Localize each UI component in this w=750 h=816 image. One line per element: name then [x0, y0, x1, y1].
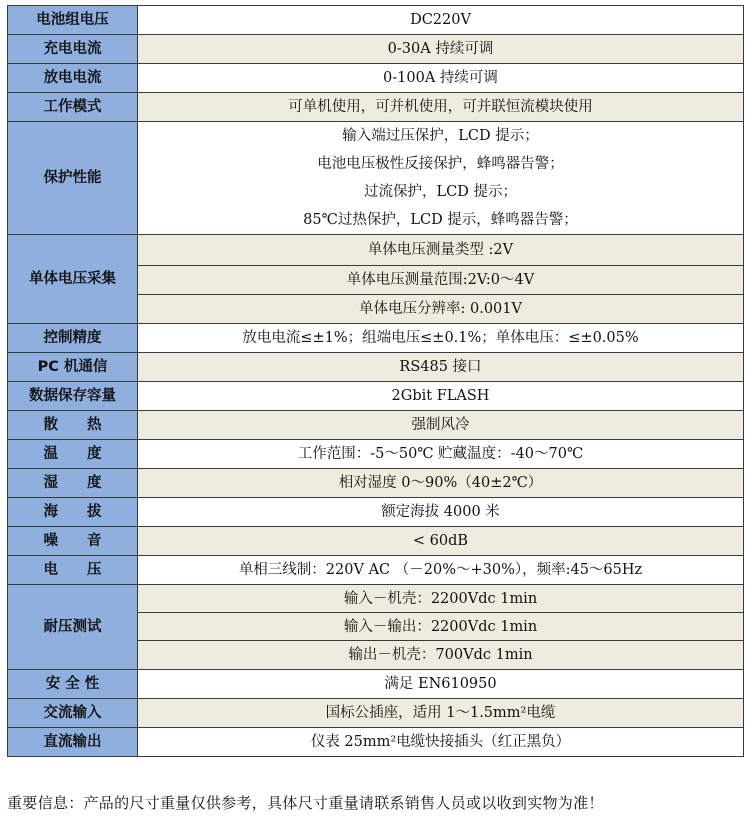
- spec-value: [138, 411, 744, 440]
- spec-label: 直流输出: [8, 728, 138, 757]
- spec-label: 电池组电压: [8, 6, 138, 35]
- spec-row: [8, 670, 744, 699]
- spec-row: [8, 324, 744, 353]
- spec-value: [138, 498, 744, 527]
- spec-value: [138, 122, 744, 235]
- spec-row: [8, 585, 744, 613]
- spec-row: [8, 440, 744, 469]
- spec-label: 放电电流: [8, 64, 138, 93]
- spec-label: PC 机通信: [8, 353, 138, 382]
- spec-label: 保护性能: [8, 122, 138, 235]
- spec-value-line: 放电电流≤±1%；组端电压≤±0.1%；单体电压：≤±0.05%: [242, 330, 639, 346]
- spec-value-line: 0-100A 持续可调: [383, 70, 498, 86]
- spec-value: 输入－机壳：2200Vdc 1min: [138, 585, 744, 613]
- spec-value-line: 电池电压极性反接保护，蜂鸣器告警；: [317, 156, 564, 172]
- spec-value: 输入－输出：2200Vdc 1min: [138, 613, 744, 641]
- spec-value-line: 单相三线制：220V AC （－20%～+30%），频率:45～65Hz: [238, 562, 643, 578]
- spec-value-line: 0-30A 持续可调: [387, 41, 494, 57]
- spec-row: [8, 93, 744, 122]
- spec-label: 电 压: [8, 556, 138, 585]
- spec-row: [8, 498, 744, 527]
- spec-label: 噪 音: [8, 527, 138, 556]
- spec-row: [8, 527, 744, 556]
- spec-label: 控制精度: [8, 324, 138, 353]
- spec-value-line: 输入端过压保护，LCD 提示；: [342, 128, 539, 144]
- spec-value-line: 工作范围：-5～50℃ 贮藏温度：-40～70℃: [297, 446, 584, 462]
- footnote: 重要信息：产品的尺寸重量仅供参考，具体尺寸重量请联系销售人员或以收到实物为准！: [7, 794, 604, 812]
- spec-label: 海 拔: [8, 498, 138, 527]
- spec-label: 数据保存容量: [8, 382, 138, 411]
- spec-label: 工作模式: [8, 93, 138, 122]
- spec-value: [138, 35, 744, 64]
- spec-row: [8, 382, 744, 411]
- spec-value: [138, 440, 744, 469]
- spec-value: [138, 93, 744, 122]
- spec-row: [8, 411, 744, 440]
- spec-value: [138, 527, 744, 556]
- spec-label: 散 热: [8, 411, 138, 440]
- spec-row: [8, 728, 744, 757]
- spec-value: 输出－机壳：700Vdc 1min: [138, 641, 744, 670]
- spec-row: [8, 469, 744, 498]
- spec-value: 单体电压测量范围:2V:0～4V: [138, 266, 744, 295]
- spec-label: 温 度: [8, 440, 138, 469]
- spec-row: [8, 122, 744, 235]
- spec-label: 充电电流: [8, 35, 138, 64]
- spec-value: 单体电压分辨率: 0.001V: [138, 295, 744, 324]
- spec-value: [138, 670, 744, 699]
- spec-value-line: RS485 接口: [399, 359, 482, 375]
- spec-value: 单体电压测量类型 :2V: [138, 235, 744, 266]
- spec-value-line: DC220V: [410, 12, 471, 28]
- spec-value: [138, 353, 744, 382]
- spec-value-line: < 60dB: [412, 533, 469, 549]
- spec-row: [8, 235, 744, 266]
- spec-value: [138, 324, 744, 353]
- spec-value: [138, 728, 744, 757]
- spec-table: [7, 5, 744, 757]
- spec-value-line: 85℃过热保护，LCD 提示，蜂鸣器告警；: [303, 212, 578, 228]
- spec-label: 湿 度: [8, 469, 138, 498]
- spec-row: [8, 64, 744, 93]
- spec-value: [138, 6, 744, 35]
- spec-label: 耐压测试: [8, 585, 138, 670]
- spec-value: [138, 382, 744, 411]
- spec-label: 交流输入: [8, 699, 138, 728]
- spec-value-line: 强制风冷: [411, 417, 470, 433]
- spec-value-line: 仪表 25mm²电缆快接插头（红正黑负）: [310, 734, 571, 750]
- spec-row: [8, 699, 744, 728]
- spec-table-body: [8, 6, 744, 757]
- spec-row: [8, 556, 744, 585]
- spec-value: [138, 699, 744, 728]
- spec-value-line: 2Gbit FLASH: [391, 388, 490, 404]
- spec-value: [138, 556, 744, 585]
- spec-row: [8, 6, 744, 35]
- spec-value-line: 额定海拔 4000 米: [381, 504, 500, 520]
- spec-value-line: 过流保护，LCD 提示；: [364, 184, 517, 200]
- spec-value: [138, 64, 744, 93]
- spec-label: 单体电压采集: [8, 235, 138, 324]
- spec-value-line: 可单机使用，可并机使用，可并联恒流模块使用: [288, 99, 593, 115]
- spec-row: [8, 35, 744, 64]
- spec-row: [8, 353, 744, 382]
- spec-value-line: 满足 EN610950: [384, 676, 497, 692]
- spec-value: [138, 469, 744, 498]
- spec-value-line: 相对湿度 0～90%（40±2℃）: [338, 475, 543, 491]
- spec-label: 安 全 性: [8, 670, 138, 699]
- spec-value-line: 国标公插座，适用 1～1.5mm²电缆: [325, 705, 556, 721]
